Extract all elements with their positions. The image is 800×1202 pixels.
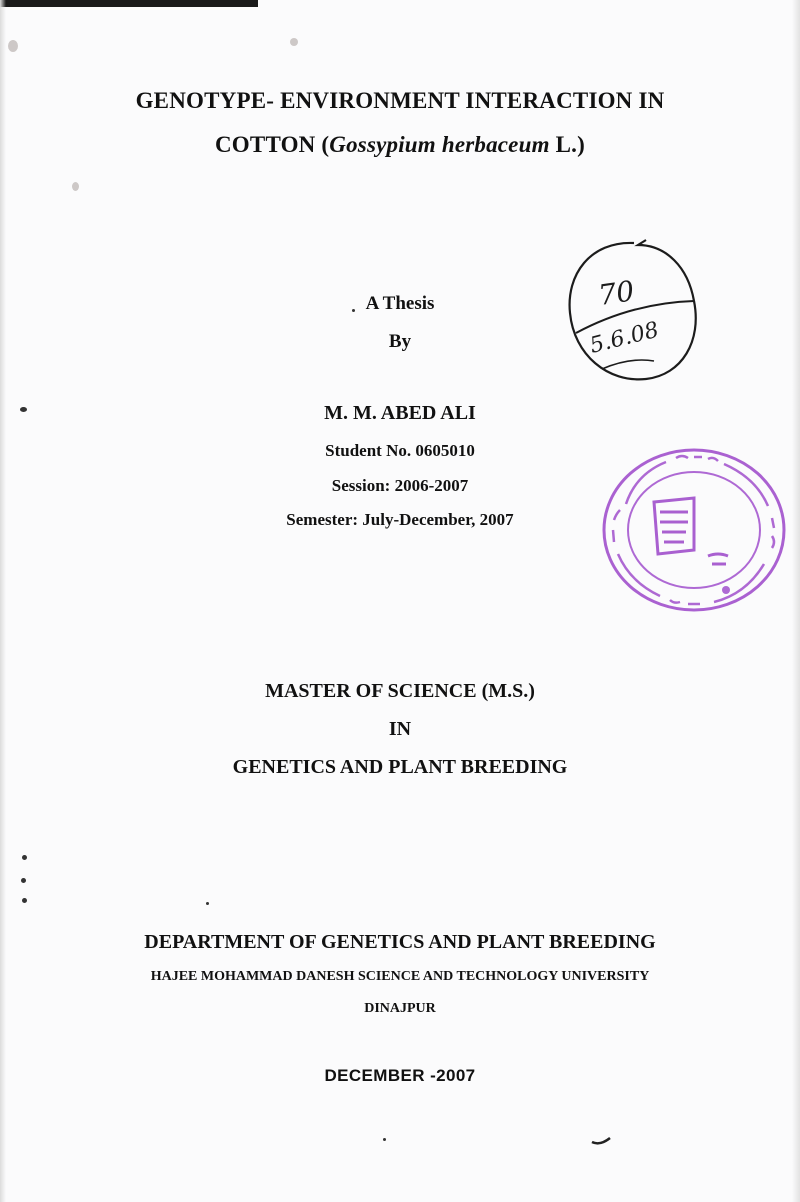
thesis-title-line-2 [0, 132, 800, 158]
university: HAJEE MOHAMMAD DANESH SCIENCE AND TECHNOLOGY UNIVERSITY [150, 969, 650, 984]
scan-speck [21, 878, 26, 883]
city: DINAJPUR [364, 1001, 436, 1016]
degree-title: MASTER OF SCIENCE (M.S.) [265, 680, 535, 702]
title-suffix: L.) [549, 132, 585, 157]
circle-stamp-drawing [562, 237, 702, 387]
handwritten-receipt-stamp [562, 237, 702, 387]
scan-shadow-left [0, 0, 6, 1202]
species-name: Gossypium herbaceum [329, 132, 550, 157]
title-prefix: COTTON ( [215, 132, 330, 157]
author-name: M. M. ABED ALI [324, 402, 476, 424]
scan-speck [383, 1138, 386, 1141]
stamp-number: 70 [596, 274, 637, 312]
semester: Semester: July-December, 2007 [286, 510, 514, 529]
submission-date [0, 1066, 800, 1086]
scan-speck [8, 40, 18, 52]
thesis-title-line-1: GENOTYPE- ENVIRONMENT INTERACTION IN [135, 88, 665, 113]
scan-edge-artifact [0, 0, 258, 7]
student-number: Student No. 0605010 [325, 441, 475, 460]
date-month: DECEMBER [324, 1066, 425, 1085]
by-label: By [388, 331, 412, 352]
scan-speck [22, 898, 27, 903]
thesis-label: A Thesis [365, 293, 435, 314]
scan-shadow-right [792, 0, 800, 1202]
seal-icon [596, 444, 788, 616]
date-year: -2007 [430, 1066, 476, 1085]
library-seal [596, 444, 788, 616]
session: Session: 2006-2007 [331, 476, 469, 495]
ink-mark [588, 1128, 614, 1150]
scan-speck [22, 855, 27, 860]
degree-in: IN [388, 718, 412, 740]
scan-speck [290, 38, 298, 46]
scan-speck [206, 902, 209, 905]
department: DEPARTMENT OF GENETICS AND PLANT BREEDING [144, 931, 656, 953]
degree-subject: GENETICS AND PLANT BREEDING [232, 756, 568, 778]
stamp-date: 5.6.08 [587, 317, 662, 359]
scan-speck [72, 182, 79, 191]
